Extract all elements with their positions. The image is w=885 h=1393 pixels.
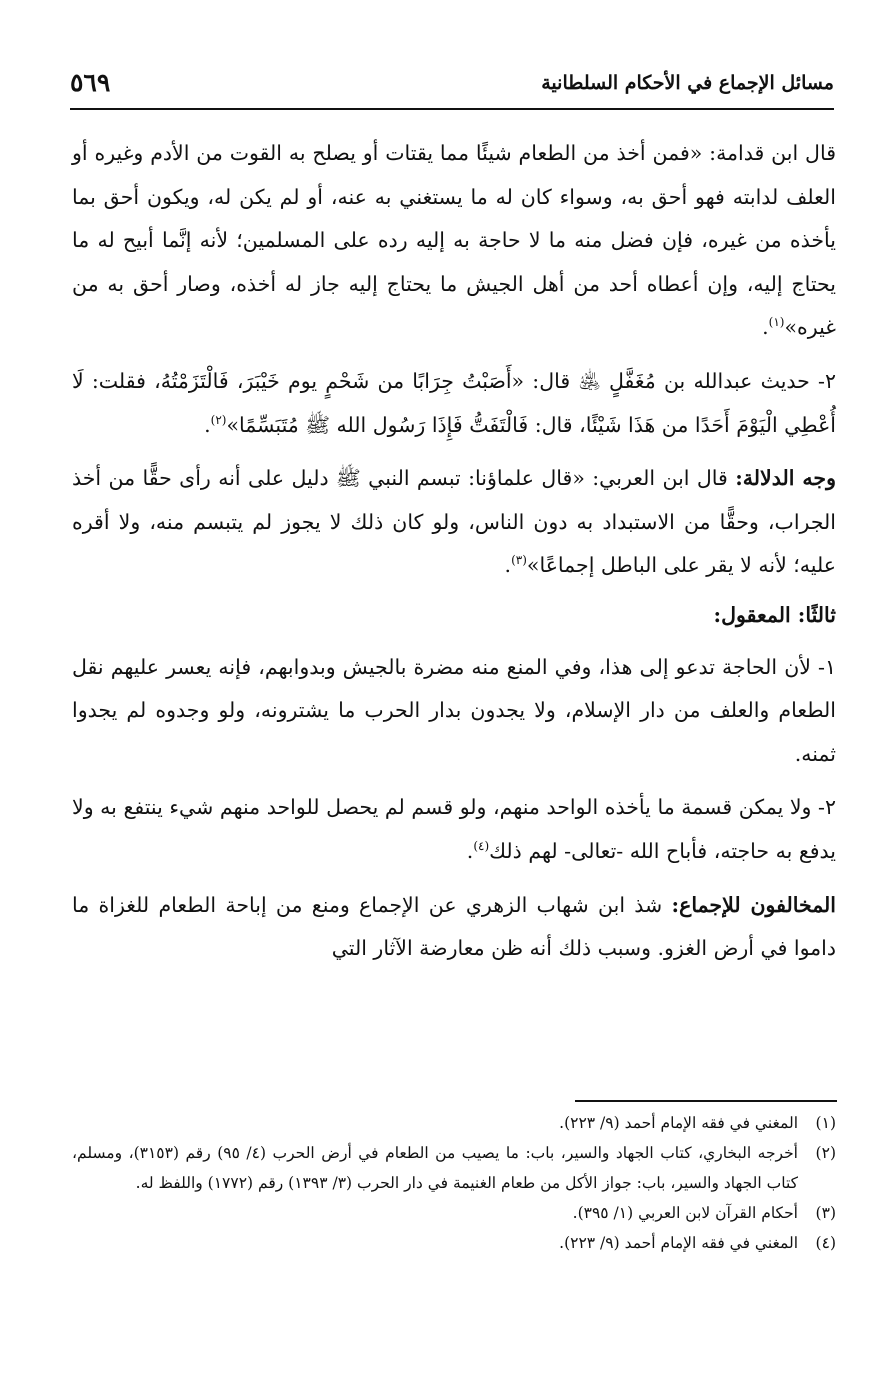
paragraph-end: . [504, 553, 512, 578]
paragraph-dissenters [72, 884, 836, 971]
footnote-ref-4: (٤) [473, 839, 490, 854]
footnote-item [72, 1228, 836, 1258]
footnote-text: المغني في فقه الإمام أحمد (٩/ ٢٢٣). [559, 1114, 798, 1132]
paragraph-text: قال ابن العربي: «قال علماؤنا: تبسم النبي ﷺ دليل على أنه رأى حقًّا من أخذ الجراب، وحقًّا من الاستبداد به دون الناس، ولو كان ذلك لا يجوز لم يتبسم منه، ولا أقره عليه؛ لأنه لا يقر على الباطل إجماعًا» [72, 466, 836, 578]
paragraph-end: . [466, 838, 474, 863]
paragraph-text: ٢- حديث عبدالله بن مُغَفَّلٍ ﵁ قال: «أَصَبْتُ جِرَابًا من شَحْمٍ يوم خَيْبَرَ، فَالْتَزَمْتُهُ، فقلت: لَا أُعْطِي الْيَوْمَ أَحَدًا من هَذَا شَيْئًا، قال: فَالْتَفَتُّ فَإِذَا رَسُول الله ﷺ مُتَبَسِّمًا» [72, 368, 836, 437]
paragraph-lead: المخالفون للإجماع: [671, 892, 837, 917]
paragraph-end: . [204, 412, 211, 437]
paragraph-reason-1 [72, 646, 836, 777]
footnotes [72, 1108, 836, 1258]
footnote-ref-2: (٢) [210, 412, 227, 427]
footnote-ref-1: (١) [768, 315, 785, 330]
paragraph-reason-2 [72, 786, 836, 873]
paragraph-end: . [762, 315, 769, 340]
paragraph-ibn-qudama [72, 132, 836, 350]
paragraph-hadith [72, 360, 836, 447]
footnote-text: أخرجه البخاري، كتاب الجهاد والسير، باب: ما يصيب من الطعام في أرض الحرب (٤/ ٩٥) رقم (٣١٥٣)، ومسلم، كتاب الجهاد والسير، باب: جواز الأكل من طعام الغنيمة في دار الحرب (٣/ ١٣٩٣) رقم (١٧٧٢) واللفظ له. [72, 1144, 798, 1192]
footnote-item [72, 1108, 836, 1138]
paragraph-text: ٢- ولا يمكن قسمة ما يأخذه الواحد منهم، ولو قسم لم يحصل للواحد منهم شيء ينتفع به ولا يدفع به حاجته، فأباح الله -تعالى- لهم ذلك [72, 795, 836, 863]
footnote-text: المغني في فقه الإمام أحمد (٩/ ٢٢٣). [559, 1234, 798, 1252]
footnote-item [72, 1198, 836, 1228]
main-text [72, 132, 836, 981]
footnote-divider [575, 1100, 837, 1102]
footnote-number: (٣) [815, 1204, 836, 1222]
running-title: مسائل الإجماع في الأحكام السلطانية [541, 72, 834, 94]
paragraph-text: شذ ابن شهاب الزهري عن الإجماع ومنع من إباحة الطعام للغزاة ما داموا في أرض الغزو. وسبب ذلك أنه ظن معارضة الآثار التي [72, 892, 836, 961]
paragraph-text: ١- لأن الحاجة تدعو إلى هذا، وفي المنع منه مضرة بالجيش وبدوابهم، فإنه يعسر عليهم نقل الطعام والعلف من دار الإسلام، ولا يجدون بدار الحرب ما يشترونه، ولو وجدوه لم يجدوا ثمنه. [72, 654, 836, 766]
footnote-number: (٢) [815, 1144, 836, 1162]
section-heading: ثالثًا: المعقول: [713, 602, 836, 627]
footnote-text: أحكام القرآن لابن العربي (١/ ٣٩٥). [572, 1204, 798, 1222]
paragraph-text: قال ابن قدامة: «فمن أخذ من الطعام شيئًا مما يقتات أو يصلح به القوت من الأدم وغيره أو العلف لدابته فهو أحق به، وسواء كان له ما يستغني به عنه، أو لم يكن له، ويكون أحق بما يأخذه من غيره، فإن فضل منه ما لا حاجة به إليه رده على المسلمين؛ لأنه إنَّما أبيح له ما يحتاج إليه، وإن أعطاه أحد من أهل الجيش ما يحتاج إليه جاز له أخذه، وصار أحق به من غيره» [72, 141, 836, 340]
page-header [70, 64, 834, 110]
footnote-number: (١) [815, 1114, 836, 1132]
paragraph-lead: وجه الدلالة: [735, 466, 836, 491]
paragraph-evidence [72, 457, 836, 588]
footnote-ref-3: (٣) [511, 553, 527, 568]
footnote-number: (٤) [815, 1234, 836, 1252]
footnote-item [72, 1138, 836, 1198]
page-number: ٥٦٩ [70, 68, 111, 97]
